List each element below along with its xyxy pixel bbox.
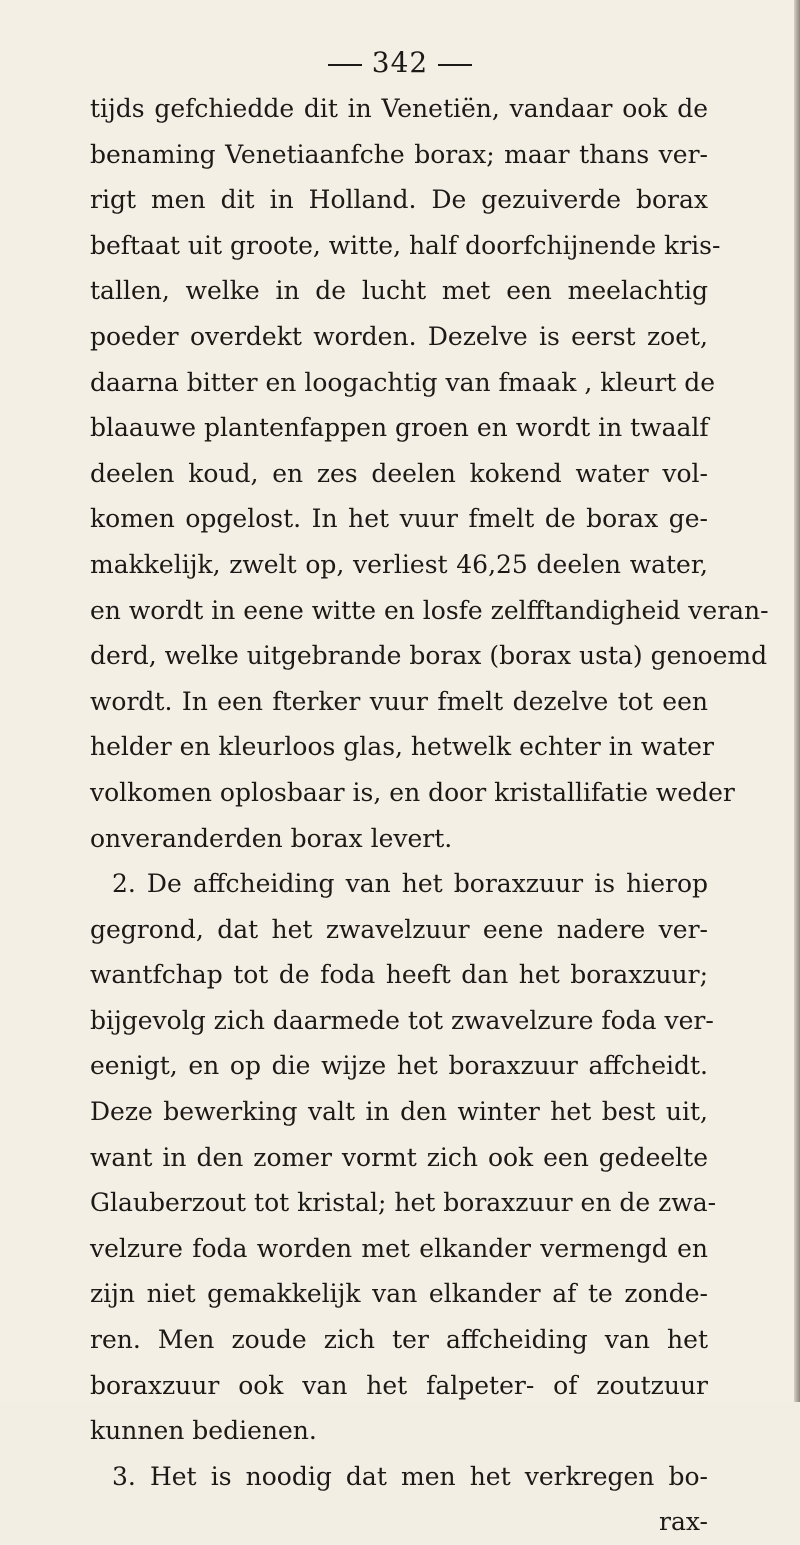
text-line: daarna bitter en loogachtig van fmaak , kleurt de: [90, 367, 716, 397]
text-line: rigt men dit in Holland. De gezuiverde borax: [90, 185, 708, 215]
text-line: kunnen bedienen.: [90, 1416, 317, 1446]
text-line: eenigt, en op die wijze het boraxzuur affcheidt.: [90, 1051, 708, 1081]
text-line: boraxzuur ook van het falpeter- of zoutzuur: [90, 1370, 708, 1400]
text-line: tallen, welke in de lucht met een meelachtig: [90, 276, 708, 306]
text-line: komen opgelost. In het vuur fmelt de borax ge-: [90, 504, 708, 534]
header-dash-left: [328, 64, 362, 66]
page-edge-shadow: [794, 0, 800, 1402]
text-line: Glauberzout tot kristal; het boraxzuur en de zwa-: [90, 1188, 717, 1218]
text-line: gegrond, dat het zwavelzuur eene nadere ver-: [90, 914, 708, 944]
text-line: ren. Men zoude zich ter affcheiding van het: [90, 1325, 708, 1355]
text-line: bijgevolg zich daarmede tot zwavelzure foda ver-: [90, 1005, 714, 1035]
text-line: want in den zomer vormt zich ook een gedeelte: [90, 1142, 708, 1172]
text-line: tijds gefchiedde dit in Venetiën, vandaar ook de: [90, 94, 708, 123]
text-line: blaauwe plantenfappen groen en wordt in twaalf: [90, 413, 709, 443]
text-line: volkomen oplosbaar is, en door kristallifatie weder: [90, 777, 735, 807]
text-line: derd, welke uitgebrande borax (borax usta) genoemd: [90, 641, 768, 671]
text-line: 3. Het is noodig dat men het verkregen bo-: [112, 1461, 708, 1491]
page-number: 342: [371, 46, 429, 79]
text-line: velzure foda worden met elkander vermengd en: [90, 1233, 708, 1263]
body-text: [90, 86, 769, 1545]
text-line: benaming Venetiaanfche borax; maar thans ver-: [90, 139, 708, 169]
text-line: en wordt in eene witte en losfe zelfftandigheid veran-: [90, 595, 769, 625]
text-line: beftaat uit groote, witte, half doorfchijnende kris-: [90, 230, 721, 260]
header-dash-right: [438, 64, 472, 66]
text-line: makkelijk, zwelt op, verliest 46,25 deelen water,: [90, 549, 708, 579]
text-line: poeder overdekt worden. Dezelve is eerst zoet,: [90, 321, 708, 351]
text-line: deelen koud, en zes deelen kokend water vol-: [90, 458, 708, 488]
text-line: Deze bewerking valt in den winter het best uit,: [90, 1097, 708, 1127]
page-header: [0, 46, 800, 79]
text-line: wantfchap tot de foda heeft dan het boraxzuur;: [90, 960, 708, 990]
text-line: helder en kleurloos glas, hetwelk echter in water: [90, 732, 714, 762]
text-line: 2. De affcheiding van het boraxzuur is hierop: [112, 869, 708, 899]
text-line: wordt. In een fterker vuur fmelt dezelve tot een: [90, 686, 708, 716]
catchword: rax-: [659, 1507, 708, 1537]
text-line: onveranderden borax levert.: [90, 823, 453, 853]
text-line: zijn niet gemakkelijk van elkander af te zonde-: [90, 1279, 708, 1309]
